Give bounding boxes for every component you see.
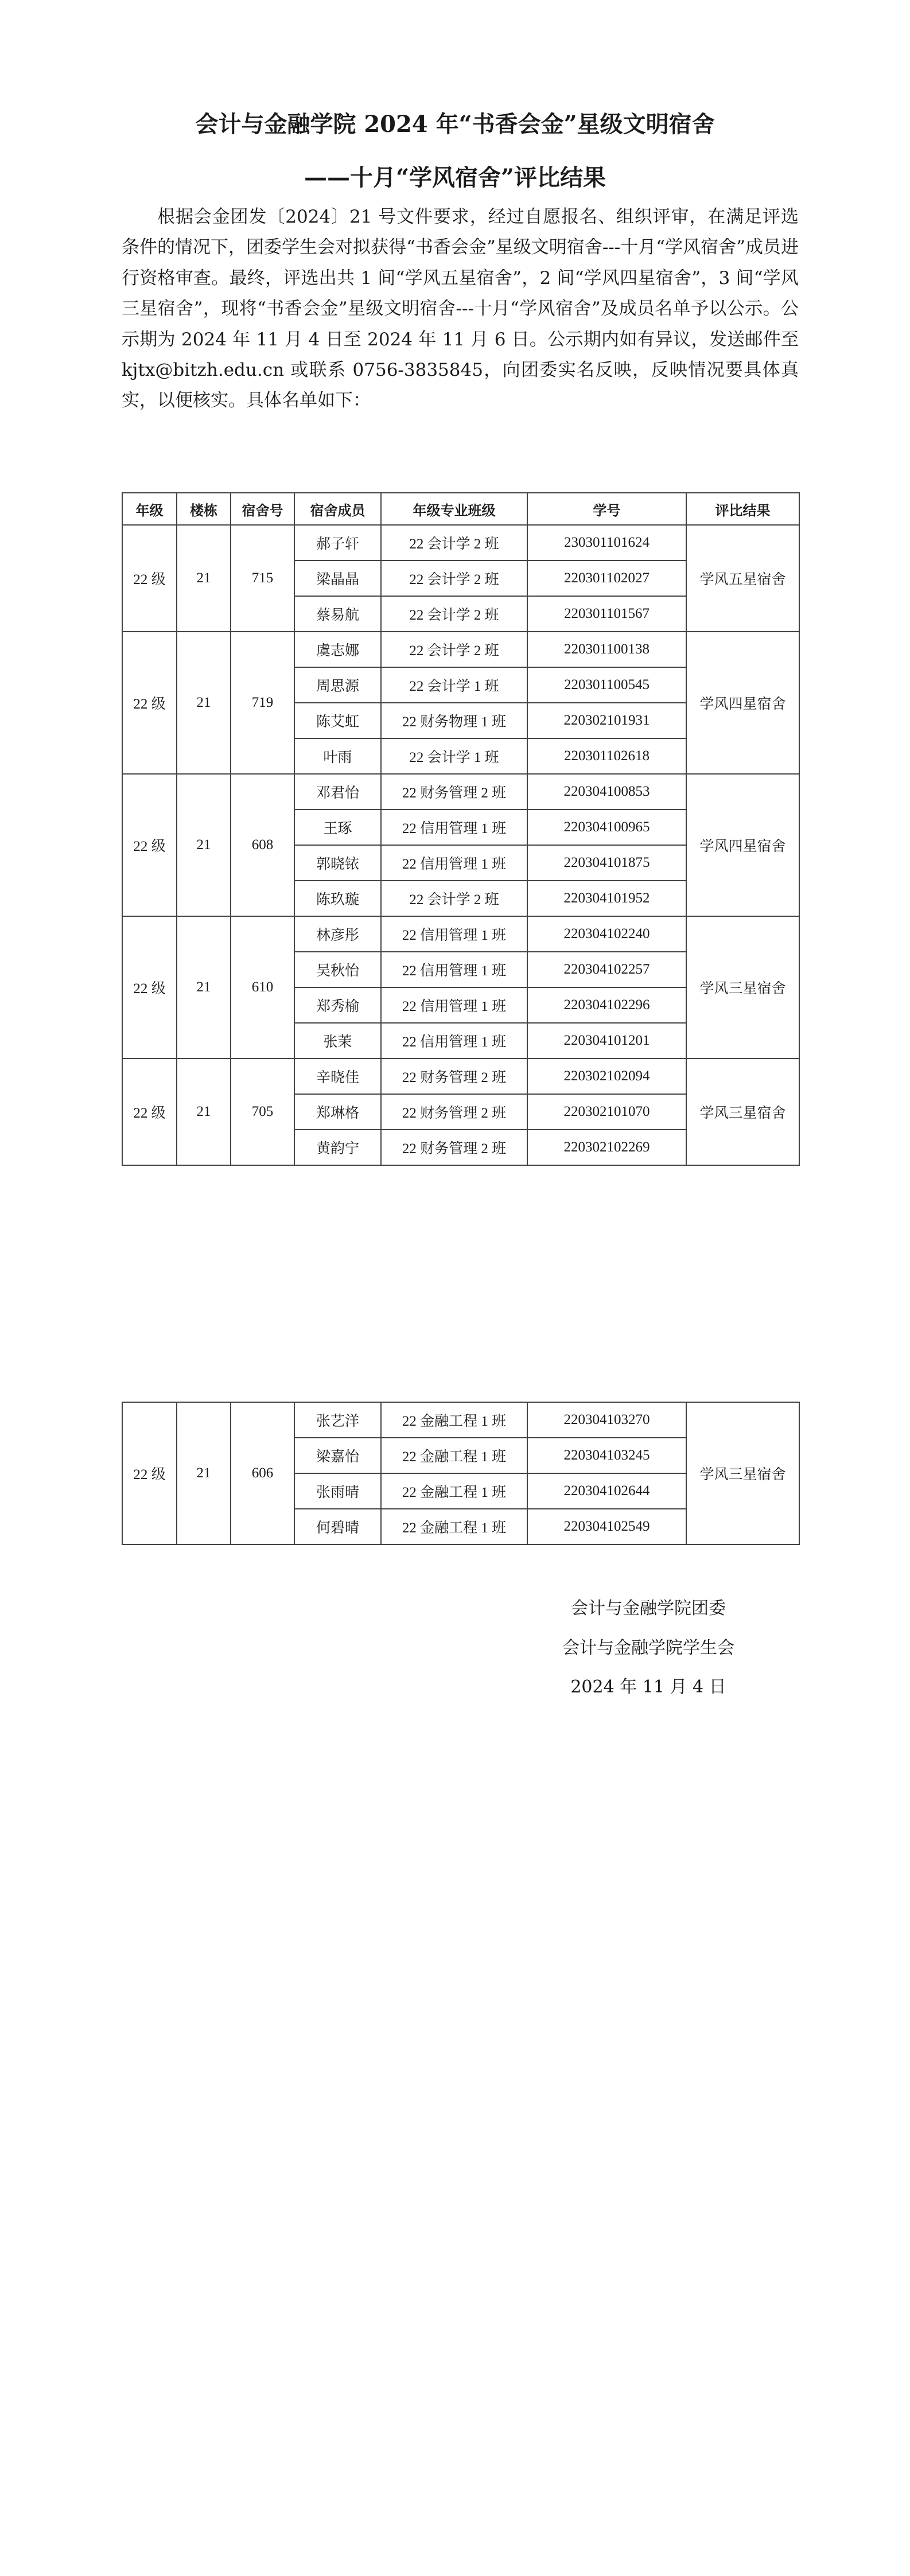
cell-building: 21: [177, 1059, 231, 1165]
cell-member-name: 林彦彤: [294, 916, 381, 952]
cell-member-name: 梁晶晶: [294, 561, 381, 596]
cell-student-id: 220304100853: [527, 774, 686, 810]
cell-member-name: 王琢: [294, 810, 381, 845]
table-row: [122, 525, 799, 561]
cell-class: 22 信用管理 1 班: [381, 845, 527, 881]
cell-room: 608: [231, 774, 294, 916]
cell-student-id: 220304103245: [527, 1438, 686, 1473]
cell-class: 22 会计学 2 班: [381, 632, 527, 667]
header-room: 宿舍号: [231, 493, 294, 525]
cell-result: 学风五星宿舍: [686, 525, 799, 632]
cell-student-id: 220304101875: [527, 845, 686, 881]
cell-class: 22 金融工程 1 班: [381, 1402, 527, 1438]
document-subtitle: ——十月“学风宿舍”评比结果: [304, 164, 606, 191]
signature-date: 2024 年 11 月 4 日: [570, 1677, 726, 1697]
cell-student-id: 230301101624: [527, 525, 686, 561]
cell-class: 22 财务管理 2 班: [381, 1130, 527, 1165]
cell-student-id: 220304102549: [527, 1509, 686, 1544]
cell-member-name: 郭晓铱: [294, 845, 381, 881]
cell-class: 22 信用管理 1 班: [381, 916, 527, 952]
cell-student-id: 220304102644: [527, 1473, 686, 1509]
cell-room: 606: [231, 1402, 294, 1544]
cell-grade: 22 级: [122, 632, 177, 774]
cell-class: 22 财务管理 2 班: [381, 774, 527, 810]
document-title: 会计与金融学院 2024 年“书香会金”星级文明宿舍: [195, 111, 715, 138]
cell-building: 21: [177, 1402, 231, 1544]
cell-student-id: 220302101070: [527, 1094, 686, 1130]
cell-class: 22 会计学 2 班: [381, 596, 527, 632]
cell-class: 22 会计学 2 班: [381, 561, 527, 596]
cell-student-id: 220302101931: [527, 703, 686, 738]
cell-member-name: 虞志娜: [294, 632, 381, 667]
table-row: [122, 774, 799, 810]
header-class: 年级专业班级: [381, 493, 527, 525]
cell-student-id: 220304102257: [527, 952, 686, 987]
table-row: [122, 916, 799, 952]
cell-result: 学风三星宿舍: [686, 1059, 799, 1165]
cell-member-name: 何碧晴: [294, 1509, 381, 1544]
header-member: 宿舍成员: [294, 493, 381, 525]
cell-member-name: 邓君怡: [294, 774, 381, 810]
cell-member-name: 郑秀榆: [294, 987, 381, 1023]
cell-member-name: 叶雨: [294, 738, 381, 774]
cell-member-name: 辛晓佳: [294, 1059, 381, 1094]
cell-member-name: 周思源: [294, 667, 381, 703]
table-header-row: [122, 493, 799, 525]
cell-grade: 22 级: [122, 774, 177, 916]
cell-grade: 22 级: [122, 1059, 177, 1165]
header-result: 评比结果: [686, 493, 799, 525]
cell-result: 学风四星宿舍: [686, 632, 799, 774]
table-body: [122, 1402, 799, 1544]
cell-result: 学风三星宿舍: [686, 1402, 799, 1544]
cell-class: 22 财务物理 1 班: [381, 703, 527, 738]
header-grade: 年级: [122, 493, 177, 525]
cell-student-id: 220301102027: [527, 561, 686, 596]
cell-member-name: 陈玖璇: [294, 881, 381, 916]
cell-class: 22 信用管理 1 班: [381, 810, 527, 845]
cell-building: 21: [177, 916, 231, 1059]
cell-class: 22 会计学 2 班: [381, 881, 527, 916]
cell-class: 22 会计学 1 班: [381, 738, 527, 774]
dorm-roster-table: [122, 492, 800, 1166]
cell-member-name: 张茉: [294, 1023, 381, 1059]
cell-member-name: 张艺洋: [294, 1402, 381, 1438]
cell-grade: 22 级: [122, 1402, 177, 1544]
cell-building: 21: [177, 774, 231, 916]
cell-grade: 22 级: [122, 916, 177, 1059]
cell-student-id: 220301100545: [527, 667, 686, 703]
table-row: [122, 1402, 799, 1438]
cell-member-name: 吴秋怡: [294, 952, 381, 987]
cell-class: 22 财务管理 2 班: [381, 1094, 527, 1130]
cell-member-name: 郑琳格: [294, 1094, 381, 1130]
cell-grade: 22 级: [122, 525, 177, 632]
table-row: [122, 632, 799, 667]
cell-student-id: 220304103270: [527, 1402, 686, 1438]
cell-member-name: 黄韵宁: [294, 1130, 381, 1165]
cell-class: 22 金融工程 1 班: [381, 1438, 527, 1473]
header-student-id: 学号: [527, 493, 686, 525]
cell-class: 22 财务管理 2 班: [381, 1059, 527, 1094]
signature-org-union: 会计与金融学院学生会: [562, 1638, 734, 1658]
cell-member-name: 蔡易航: [294, 596, 381, 632]
signature-org-league: 会计与金融学院团委: [571, 1598, 726, 1618]
cell-class: 22 会计学 2 班: [381, 525, 527, 561]
cell-class: 22 信用管理 1 班: [381, 952, 527, 987]
cell-student-id: 220302102094: [527, 1059, 686, 1094]
cell-class: 22 会计学 1 班: [381, 667, 527, 703]
cell-student-id: 220304102296: [527, 987, 686, 1023]
cell-student-id: 220304101201: [527, 1023, 686, 1059]
cell-building: 21: [177, 632, 231, 774]
cell-student-id: 220304101952: [527, 881, 686, 916]
cell-room: 715: [231, 525, 294, 632]
cell-student-id: 220304100965: [527, 810, 686, 845]
cell-student-id: 220304102240: [527, 916, 686, 952]
cell-result: 学风三星宿舍: [686, 916, 799, 1059]
cell-student-id: 220301100138: [527, 632, 686, 667]
cell-room: 719: [231, 632, 294, 774]
table-row: [122, 1059, 799, 1094]
table-body: [122, 525, 799, 1165]
cell-class: 22 信用管理 1 班: [381, 1023, 527, 1059]
cell-class: 22 信用管理 1 班: [381, 987, 527, 1023]
cell-room: 610: [231, 916, 294, 1059]
cell-student-id: 220302102269: [527, 1130, 686, 1165]
announcement-body: [122, 202, 799, 417]
cell-member-name: 郝子轩: [294, 525, 381, 561]
cell-member-name: 梁嘉怡: [294, 1438, 381, 1473]
dorm-roster-table-continued: [122, 1402, 800, 1545]
cell-member-name: 张雨晴: [294, 1473, 381, 1509]
announcement-paragraph: 根据会金团发〔2024〕21 号文件要求，经过自愿报名、组织评审，在满足评选条件的情况下，团委学生会对拟获得“书香会金”星级文明宿舍---十月“学风宿舍”成员进行资格审查。最终，评选出共 1 间“学风五星宿舍”，2 间“学风四星宿舍”，3 间“学风三星宿舍”，现将“书香会金”星级文明宿舍---十月“学风宿舍”及成员名单予以公示。公示期为 2024 年 11 月 4 日至 2024 年 11 月 6 日。公示期内如有异议，发送邮件至 kjtx@bitzh.edu.cn 或联系 0756-3835845，向团委实名反映，反映情况要具体真实，以便核实。具体名单如下：: [122, 207, 799, 411]
cell-student-id: 220301102618: [527, 738, 686, 774]
cell-class: 22 金融工程 1 班: [381, 1509, 527, 1544]
cell-building: 21: [177, 525, 231, 632]
cell-room: 705: [231, 1059, 294, 1165]
header-building: 楼栋: [177, 493, 231, 525]
cell-member-name: 陈艾虹: [294, 703, 381, 738]
cell-result: 学风四星宿舍: [686, 774, 799, 916]
cell-student-id: 220301101567: [527, 596, 686, 632]
cell-class: 22 金融工程 1 班: [381, 1473, 527, 1509]
